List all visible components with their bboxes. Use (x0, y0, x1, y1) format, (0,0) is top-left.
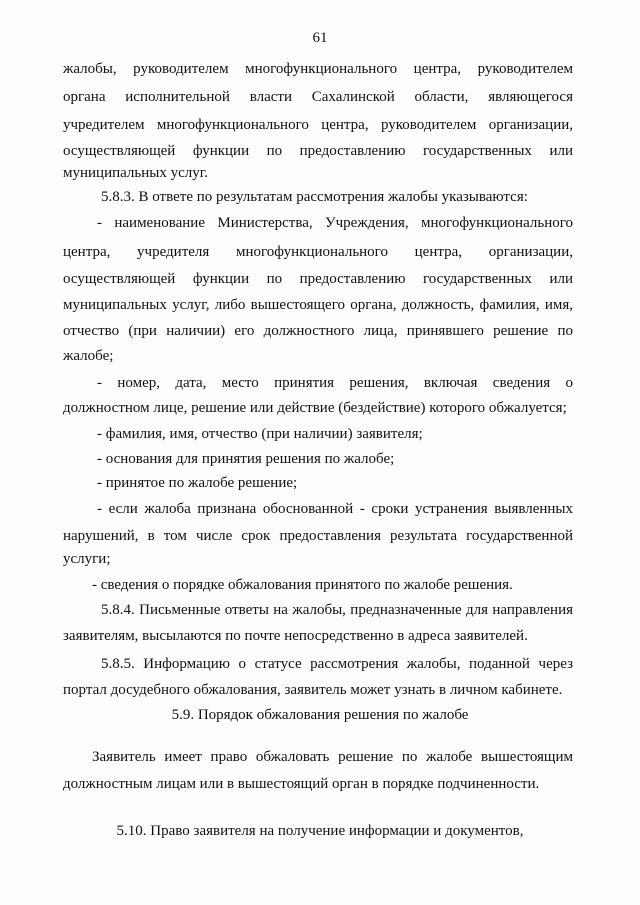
item6-line3: услуги; (63, 551, 111, 567)
section-5-8-4-line1: 5.8.4. Письменные ответы на жалобы, предназначенные для направления (101, 602, 573, 618)
item3: - фамилия, имя, отчество (при наличии) заявителя; (97, 426, 423, 442)
item4: - основания для принятия решения по жалобе; (97, 451, 395, 467)
section-5-8-3-heading: 5.8.3. В ответе по результатам рассмотрения жалобы указываются: (101, 189, 528, 205)
section-5-9-heading: 5.9. Порядок обжалования решения по жалобе (171, 707, 469, 723)
item6-line1: - если жалоба признана обоснованной - сроки устранения выявленных (97, 501, 573, 517)
item2-line2: должностном лице, решение или действие (бездействие) которого обжалуется; (63, 400, 567, 416)
section-5-9-line2: должностным лицам или в вышестоящий орган в порядке подчиненности. (63, 776, 540, 792)
item5: - принятое по жалобе решение; (97, 475, 298, 491)
item1-line2: центра, учредителя многофункционального центра, организации, (63, 244, 573, 260)
para1-line1: жалобы, руководителем многофункционального центра, руководителем (63, 61, 573, 77)
item6-line2: нарушений, в том числе срок предоставления результата государственной (63, 528, 573, 544)
para1-line5: муниципальных услуг. (63, 165, 208, 181)
section-5-10-heading: 5.10. Право заявителя на получение информации и документов, (116, 823, 524, 839)
item2-line1: - номер, дата, место принятия решения, включая сведения о (97, 375, 573, 391)
section-5-9-line1: Заявитель имеет право обжаловать решение по жалобе вышестоящим (92, 749, 573, 765)
item1-line3: осуществляющей функции по предоставлению государственных или (63, 271, 573, 287)
section-5-8-5-line2: портал досудебного обжалования, заявитель может узнать в личном кабинете. (63, 682, 563, 698)
item1-line1: - наименование Министерства, Учреждения, многофункционального (97, 215, 573, 231)
item1-line4: муниципальных услуг, либо вышестоящего органа, должность, фамилия, имя, (63, 297, 573, 313)
para1-line2: органа исполнительной власти Сахалинской области, являющегося (63, 89, 573, 105)
para1-line4: осуществляющей функции по предоставлению государственных или (63, 143, 573, 159)
item1-line5: отчество (при наличии) его должностного лица, принявшего решение по (63, 323, 573, 339)
para1-line3: учредителем многофункционального центра, руководителем организации, (63, 117, 573, 133)
item7: - сведения о порядке обжалования принятого по жалобе решения. (92, 577, 513, 593)
section-5-8-4-line2: заявителям, высылаются по почте непосредственно в адреса заявителей. (63, 628, 528, 644)
section-5-8-5-line1: 5.8.5. Информацию о статусе рассмотрения жалобы, поданной через (101, 656, 573, 672)
page-number: 61 (312, 30, 328, 46)
item1-line6: жалобе; (63, 348, 114, 364)
